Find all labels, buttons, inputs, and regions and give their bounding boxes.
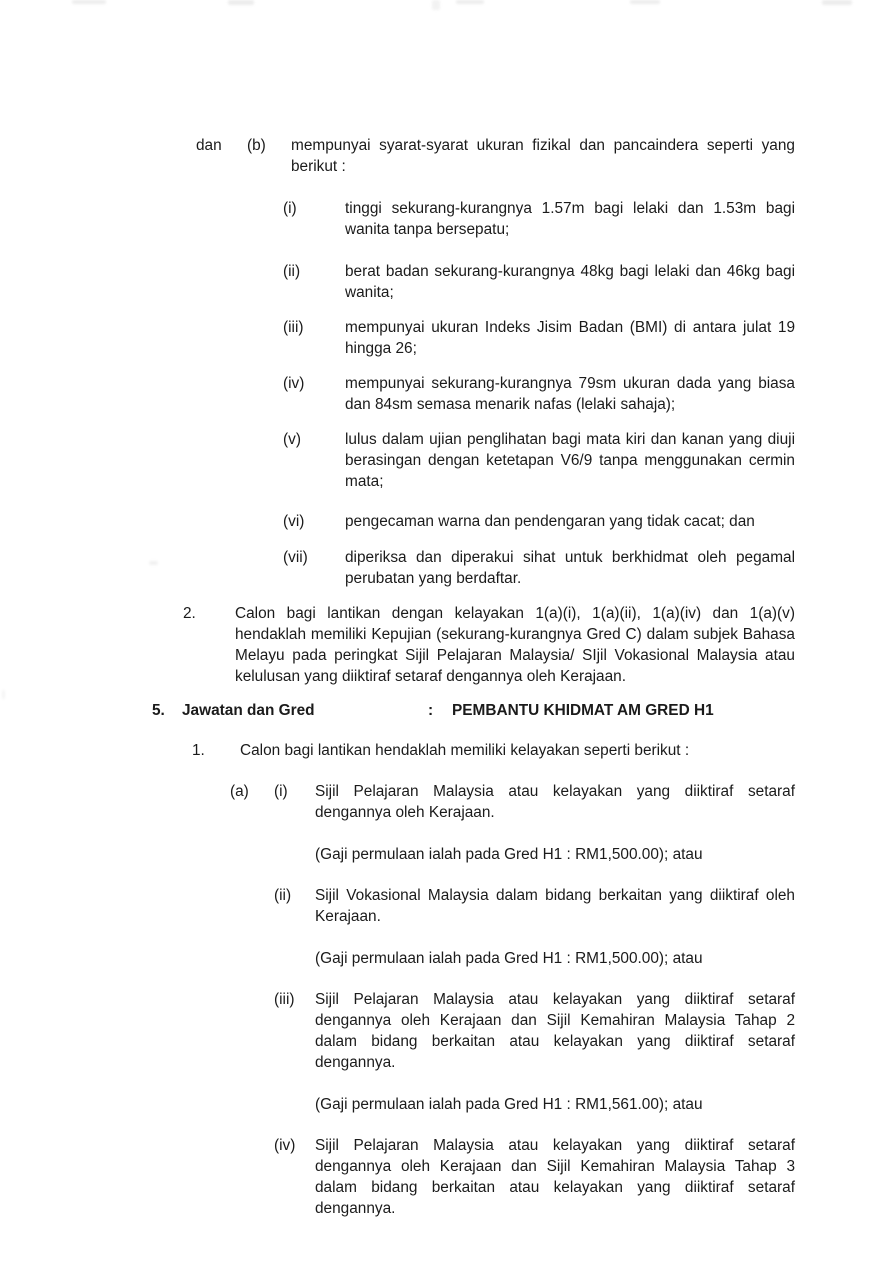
- physical-item-ii: [0, 261, 892, 303]
- item-text: lulus dalam ujian penglihatan bagi mata kiri dan kanan yang diuji berasingan dengan ketetapan V6/9 tanpa menggunakan cermin mata;: [345, 431, 795, 490]
- clause-1: [0, 740, 892, 761]
- scan-artifact: [630, 0, 660, 4]
- clause-text: Calon bagi lantikan hendaklah memiliki kelayakan seperti berikut :: [240, 742, 690, 759]
- qualification-item-iii: [0, 989, 892, 1115]
- physical-item-iv: [0, 373, 892, 415]
- item-numeral: (ii): [274, 887, 292, 904]
- item-text: mempunyai ukuran Indeks Jisim Badan (BMI) di antara julat 19 hingga 26;: [345, 319, 795, 357]
- clause-text: Calon bagi lantikan dengan kelayakan 1(a)(i), 1(a)(ii), 1(a)(iv) dan 1(a)(v) hendaklah memiliki Kepujian (sekurang-kurangnya Gred C) dalam subjek Bahasa Melayu pada peringkat Sijil Pelajaran Malaysia/ SIjil Vokasional Malaysia atau kelulusan yang diiktiraf setaraf dengannya oleh Kerajaan.: [235, 605, 795, 685]
- physical-item-vii: [0, 547, 892, 589]
- item-numeral: (vi): [283, 513, 305, 530]
- indent-spacer: [230, 989, 274, 1115]
- scan-artifact: [72, 0, 106, 4]
- section-5-heading: [0, 700, 892, 721]
- job-title: PEMBANTU KHIDMAT AM GRED H1: [452, 702, 714, 719]
- qualification-text: Sijil Pelajaran Malaysia atau kelayakan yang diiktiraf setaraf dengannya oleh Kerajaan dan Sijil Kemahiran Malaysia Tahap 2 dalam bidang berkaitan atau kelayakan yang diiktiraf setaraf dengannya.: [315, 991, 795, 1071]
- indent-spacer: [230, 1135, 274, 1219]
- salary-note: (Gaji permulaan ialah pada Gred H1 : RM1,561.00); atau: [315, 1096, 703, 1113]
- item-numeral: (iii): [283, 319, 304, 336]
- clause-number: 1.: [192, 742, 205, 759]
- physical-item-v: [0, 429, 892, 492]
- qualification-text: Sijil Pelajaran Malaysia atau kelayakan yang diiktiraf setaraf dengannya oleh Kerajaan.: [315, 783, 795, 821]
- item-text: pengecaman warna dan pendengaran yang tidak cacat; dan: [345, 513, 755, 530]
- qualification-item-iv: [0, 1135, 892, 1219]
- clause-connector: dan: [196, 137, 222, 154]
- indent-spacer: [230, 885, 274, 969]
- scan-artifact: [456, 0, 484, 4]
- sub-clause-label: (a): [230, 783, 249, 800]
- item-numeral: (i): [274, 783, 288, 800]
- item-numeral: (iv): [283, 375, 305, 392]
- item-numeral: (i): [283, 200, 297, 217]
- physical-item-vi: [0, 511, 892, 532]
- item-numeral: (ii): [283, 263, 301, 280]
- item-text: diperiksa dan diperakui sihat untuk berkhidmat oleh pegamal perubatan yang berdaftar.: [345, 549, 795, 587]
- salary-note: (Gaji permulaan ialah pada Gred H1 : RM1,500.00); atau: [315, 846, 703, 863]
- clause-b-label: (b): [247, 137, 266, 154]
- physical-item-i: [0, 198, 892, 240]
- scan-artifact: [149, 561, 158, 565]
- item-numeral: (v): [283, 431, 301, 448]
- item-text: berat badan sekurang-kurangnya 48kg bagi lelaki dan 46kg bagi wanita;: [345, 263, 795, 301]
- item-text: mempunyai sekurang-kurangnya 79sm ukuran dada yang biasa dan 84sm semasa menarik nafas (lelaki sahaja);: [345, 375, 795, 413]
- physical-item-iii: [0, 317, 892, 359]
- qualification-item-i: [0, 781, 892, 865]
- item-numeral: (iii): [274, 991, 295, 1008]
- clause-number: 2.: [183, 605, 196, 622]
- salary-note: (Gaji permulaan ialah pada Gred H1 : RM1,500.00); atau: [315, 950, 703, 967]
- clause-2: [0, 603, 892, 687]
- item-text: tinggi sekurang-kurangnya 1.57m bagi lelaki dan 1.53m bagi wanita tanpa bersepatu;: [345, 200, 795, 238]
- section-number: 5.: [152, 702, 165, 719]
- separator-colon: :: [428, 702, 434, 719]
- clause-b-row: [0, 135, 892, 177]
- qualification-item-ii: [0, 885, 892, 969]
- scan-artifact: [228, 0, 254, 5]
- qualification-text: Sijil Pelajaran Malaysia atau kelayakan yang diiktiraf setaraf dengannya oleh Kerajaan dan Sijil Kemahiran Malaysia Tahap 3 dalam bidang berkaitan atau kelayakan yang diiktiraf setaraf dengannya.: [315, 1137, 795, 1217]
- clause-b-text: mempunyai syarat-syarat ukuran fizikal dan pancaindera seperti yang berikut :: [291, 137, 795, 175]
- section-label: Jawatan dan Gred: [182, 702, 315, 719]
- scan-artifact: [432, 0, 440, 10]
- qualification-text: Sijil Vokasional Malaysia dalam bidang berkaitan yang diiktiraf oleh Kerajaan.: [315, 887, 795, 925]
- scan-artifact: [822, 0, 852, 5]
- item-numeral: (iv): [274, 1137, 296, 1154]
- scan-artifact: [2, 690, 5, 699]
- item-numeral: (vii): [283, 549, 308, 566]
